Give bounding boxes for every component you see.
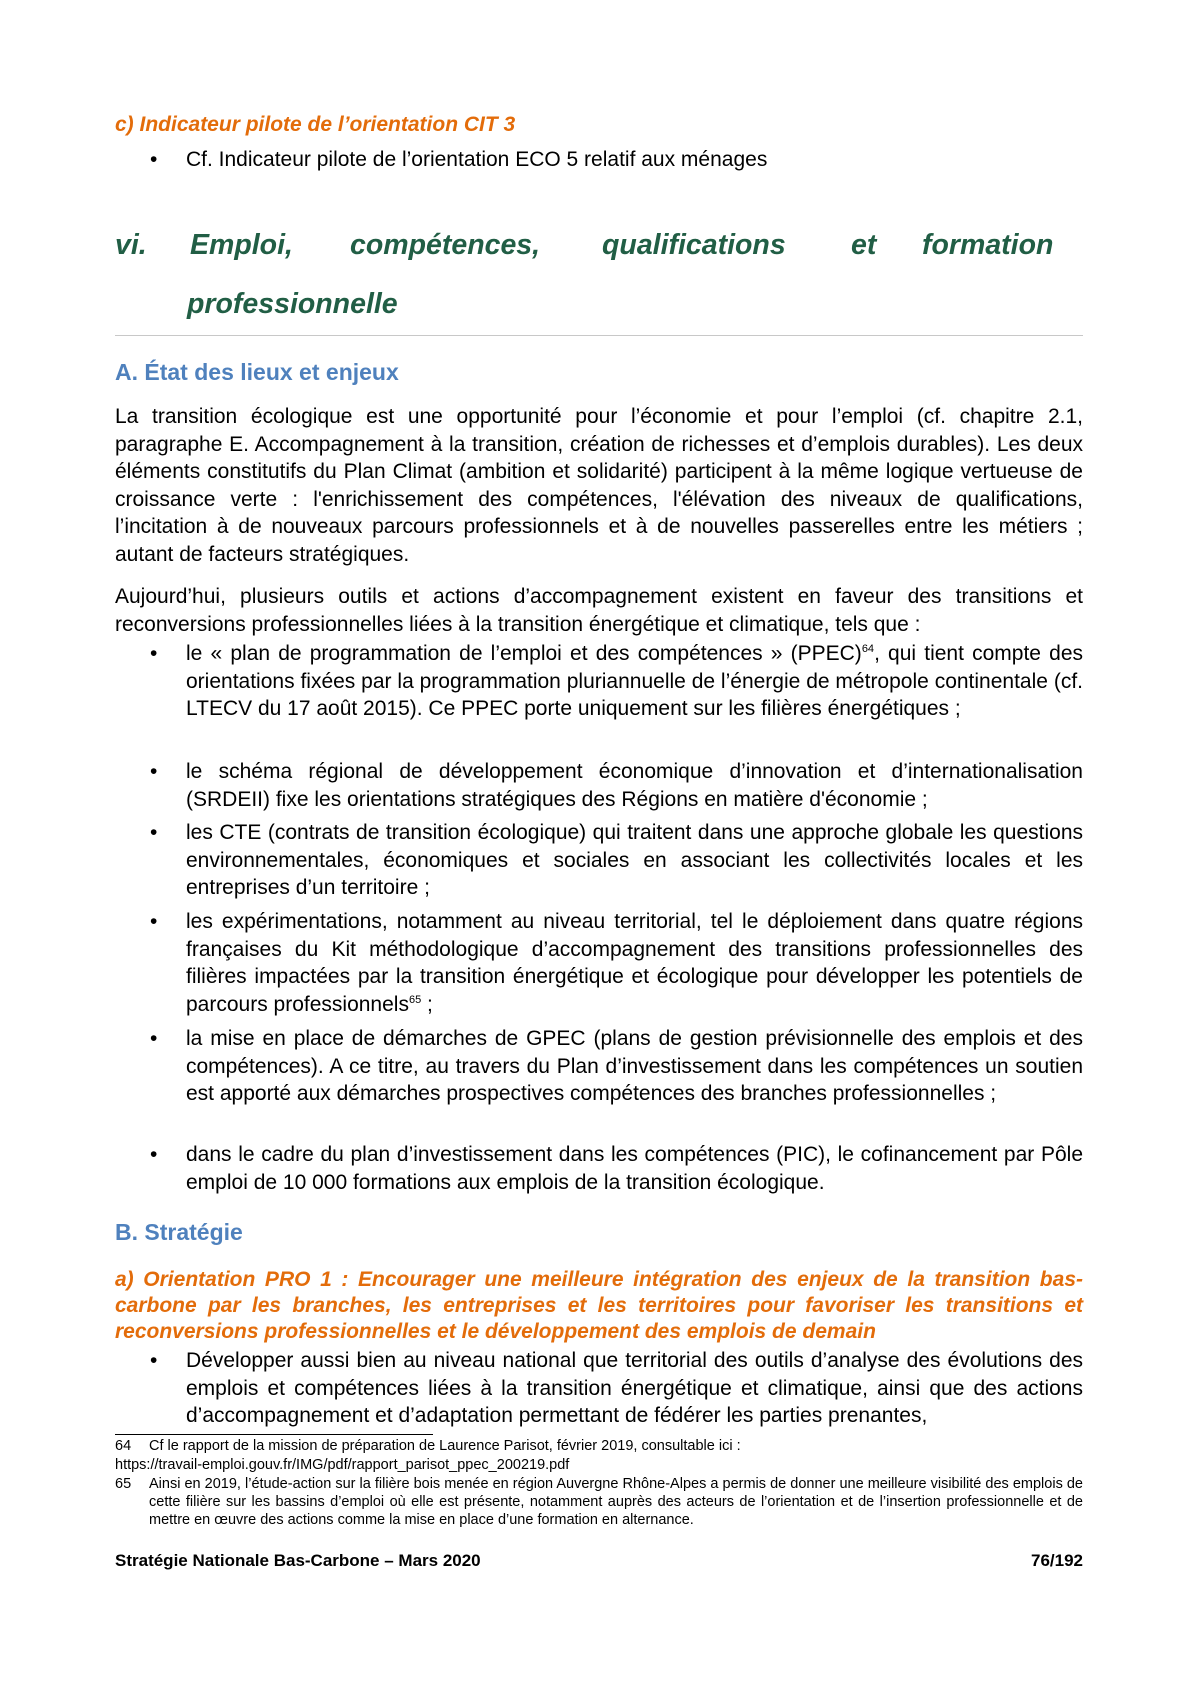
- footnote-ref: 64: [861, 643, 875, 655]
- section-number: vi.: [115, 229, 147, 261]
- list-item: [150, 908, 1083, 1018]
- bullet-icon: •: [150, 148, 158, 171]
- list-item-text: ;: [421, 992, 433, 1016]
- list-item: [150, 1141, 1083, 1196]
- page-number: 76/192: [1031, 1551, 1083, 1570]
- list-item: [150, 819, 1083, 902]
- bullet-icon: •: [150, 910, 158, 933]
- subheading-indicateur-cit3: c) Indicateur pilote de l’orientation CIT 3: [115, 113, 516, 136]
- list-item-text: , qui tient compte des orientations fixées par la programmation pluriannuelle de l’énergie de métropole continentale (cf. LTECV du 17 août 2015). Ce PPEC porte uniquement sur les filières énergétiques ;: [186, 642, 1083, 720]
- section-title-word: formation: [922, 229, 1054, 261]
- footnote-ref: 65: [408, 993, 422, 1006]
- footnote-link[interactable]: https://travail-emploi.gouv.fr/IMG/pdf/rapport_parisot_ppec_200219.pdf: [115, 1457, 570, 1473]
- footnote-text: Cf le rapport de la mission de préparation de Laurence Parisot, février 2019, consultable ici :: [149, 1438, 741, 1454]
- list-item: [150, 758, 1083, 813]
- section-title-line2: professionnelle: [187, 288, 398, 320]
- bullet-icon: •: [150, 1143, 158, 1166]
- bullet-icon: •: [150, 1027, 158, 1050]
- footer-title: Stratégie Nationale Bas-Carbone – Mars 2020: [115, 1551, 481, 1570]
- list-item: [150, 1025, 1083, 1108]
- list-item-text: la mise en place de démarches de GPEC (plans de gestion prévisionnelle des emplois et des compétences). A ce titre, au travers du Plan d’investissement dans les compétences un soutien est apporté aux démarches prospectives compétences des branches professionnelles ;: [186, 1027, 1083, 1105]
- list-item-text: les expérimentations, notamment au niveau territorial, tel le déploiement dans quatre régions françaises du Kit méthodologique d’accompagnement des transitions professionnelles des filières impactées par la transition énergétique et écologique pour développer les potentiels de parcours professionnels: [186, 910, 1083, 1016]
- orientation-pro1: a) Orientation PRO 1 : Encourager une meilleure intégration des enjeux de la transition bas-carbone par les branches, les entreprises et les territoires pour favoriser les transitions et reconversions professionnelles et le développement des emplois de demain: [115, 1268, 1083, 1343]
- heading-strategie: B. Stratégie: [115, 1219, 243, 1245]
- footnote-separator: [115, 1434, 433, 1435]
- list-item-text: le « plan de programmation de l’emploi et des compétences » (PPEC): [186, 642, 862, 665]
- section-divider: [115, 335, 1083, 336]
- list-item-text: Cf. Indicateur pilote de l’orientation ECO 5 relatif aux ménages: [186, 148, 768, 171]
- heading-etat-des-lieux: A. État des lieux et enjeux: [115, 359, 399, 385]
- list-item-text: dans le cadre du plan d’investissement dans les compétences (PIC), le cofinancement par Pôle emploi de 10 000 formations aux emplois de la transition écologique.: [186, 1143, 1083, 1194]
- list-item: [150, 146, 1086, 174]
- section-title-word: qualifications: [602, 229, 786, 261]
- bullet-icon: •: [150, 760, 158, 783]
- footnote-text: Ainsi en 2019, l’étude-action sur la filière bois menée en région Auvergne Rhône-Alpes a permis de donner une meilleure visibilité des emplois de cette filière sur les bassins d’emploi où elle est présente, notamment auprès des acteurs de l’orientation et de l’insertion professionnelle et de mettre en œuvre des actions comme la mise en place d’une formation en alternance.: [149, 1476, 1083, 1528]
- section-title-word: Emploi,: [190, 229, 293, 261]
- list-item-text: les CTE (contrats de transition écologique) qui traitent dans une approche globale les questions environnementales, économiques et sociales en associant les collectivités locales et les entreprises d’un territoire ;: [186, 821, 1083, 899]
- list-item: [150, 640, 1083, 723]
- paragraph: Aujourd’hui, plusieurs outils et actions d’accompagnement existent en faveur des transitions et reconversions professionnelles liées à la transition énergétique et climatique, tels que :: [115, 585, 1083, 636]
- paragraph: La transition écologique est une opportunité pour l’économie et pour l’emploi (cf. chapitre 2.1, paragraphe E. Accompagnement à la transition, création de richesses et d’emplois durables). Les deux éléments constitutifs du Plan Climat (ambition et solidarité) participent à la même logique vertueuse de croissance verte : l'enrichissement des compétences, l'élévation des niveaux de qualifications, l’incitation à de nouveaux parcours professionnels et à de nouvelles passerelles entre les métiers ; autant de facteurs stratégiques.: [115, 405, 1083, 566]
- footnote-number: 65: [115, 1476, 132, 1492]
- section-title-word: et: [851, 229, 877, 261]
- footnote-number: 64: [115, 1438, 132, 1454]
- list-item-text: le schéma régional de développement économique d’innovation et d’internationalisation (SRDEII) fixe les orientations stratégiques des Régions en matière d'économie ;: [186, 760, 1083, 811]
- section-title-word: compétences,: [350, 229, 541, 261]
- list-item-text: Développer aussi bien au niveau national que territorial des outils d’analyse des évolutions des emplois et compétences liées à la transition énergétique et climatique, ainsi que des actions d’accompagnement et d’adaptation permettant de fédérer les parties prenantes,: [186, 1349, 1083, 1427]
- list-item: [150, 1347, 1083, 1430]
- bullet-icon: •: [150, 821, 158, 844]
- bullet-icon: •: [150, 1349, 158, 1372]
- bullet-icon: •: [150, 642, 158, 665]
